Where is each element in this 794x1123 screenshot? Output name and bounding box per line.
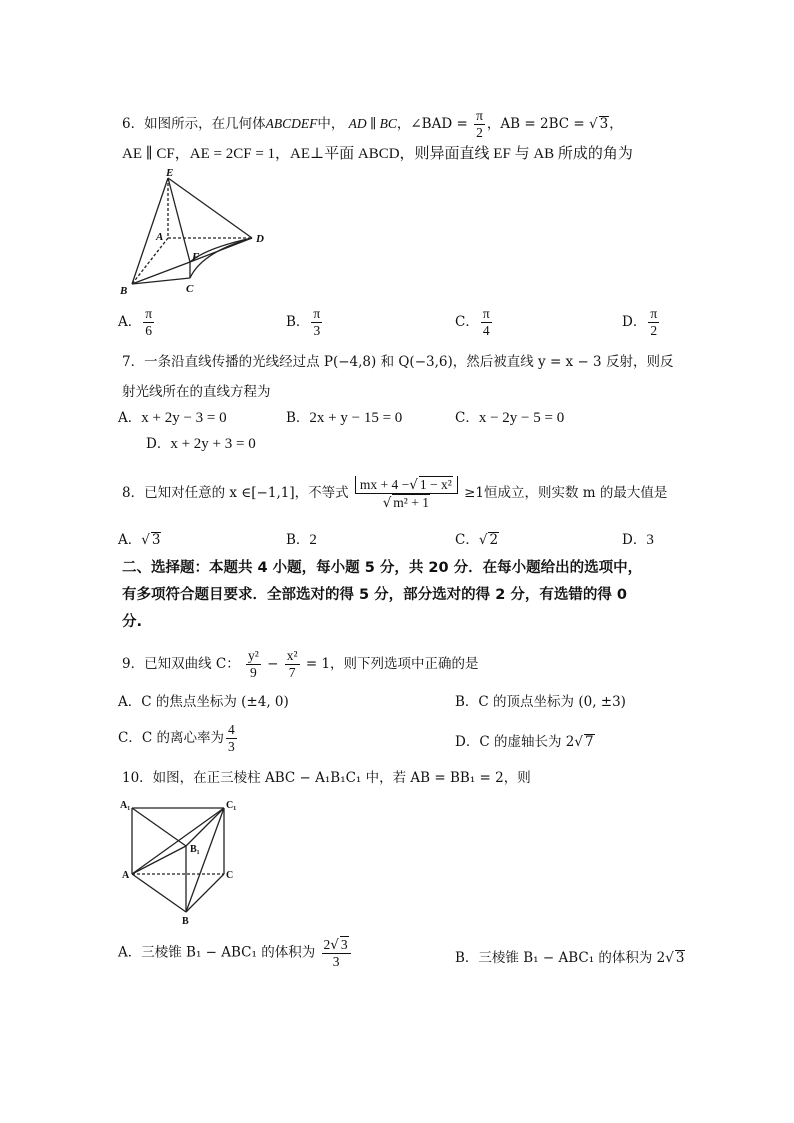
section2-heading-line1: 二、选择题：本题共 4 小题，每小题 5 分，共 20 分．在每小题给出的选项中， <box>122 560 643 576</box>
q6-figure <box>118 166 278 296</box>
q7-option-c[interactable]: C．x − 2y − 5 = 0 <box>455 410 565 426</box>
q10-label-A1: A₁ <box>120 800 131 811</box>
q7-option-b[interactable]: B．2x + y − 15 = 0 <box>286 410 403 426</box>
q6-label-E: E <box>166 167 174 179</box>
q6-option-c[interactable]: C． $\frac{\pi}{4}$ <box>455 306 490 338</box>
q10-figure <box>118 796 246 926</box>
q8-option-d[interactable]: D．3 <box>622 532 654 548</box>
q9-option-c[interactable]: C．C 的离心率为 $\frac{4}{3}$ <box>118 722 235 754</box>
q8-inequality-fraction: $\frac{\text{mx + 4 −√ 1 − x²}}{\text{√ m² + 1}}$ <box>355 476 458 511</box>
q10-stem: 10．如图，在正三棱柱 ABC − A₁B₁C₁ 中，若 AB = BB₁ = 2，则 <box>122 770 531 786</box>
q9-option-b[interactable]: B．C 的顶点坐标为 (0, ±3) <box>455 694 626 710</box>
q10-label-C1: C₁ <box>226 800 237 811</box>
q6-label-B: B <box>120 285 128 296</box>
q9-option-d[interactable]: D．C 的虚轴长为 2√ 7 <box>455 734 594 750</box>
q9-option-a[interactable]: A．C 的焦点坐标为 (±4, 0) <box>118 694 289 710</box>
q6-option-a[interactable]: A． $\frac{\pi}{6}$ <box>118 306 153 338</box>
q7-option-d[interactable]: D．x + 2y + 3 = 0 <box>146 436 256 452</box>
q6-stem-line2: AE ∥ CF，AE = 2CF = 1，AE⊥平面 ABCD，则异面直线 EF 与 AB 所成的角为 <box>122 146 633 162</box>
q10-label-A: A <box>122 870 130 881</box>
q10-label-C: C <box>226 870 234 881</box>
q6-stem-line1: 6．如图所示，在几何体ABCDEF中， AD ∥ BC，∠BAD = $\frac{\pi}{2}$ ，AB = 2BC = √ 3， <box>122 108 623 140</box>
q6-angle-fraction: $\frac{\pi}{2}$ <box>476 108 483 140</box>
q10-label-B1: B₁ <box>190 844 200 855</box>
q6-option-b[interactable]: B． $\frac{\pi}{3}$ <box>286 306 321 338</box>
q6-label-C: C <box>186 283 194 295</box>
section2-heading-line2: 有多项符合题目要求．全部选对的得 5 分，部分选对的得 2 分，有选错的得 0 <box>122 587 628 603</box>
q6-option-d[interactable]: D． $\frac{\pi}{2}$ <box>622 306 658 338</box>
q8-option-a[interactable]: A．√ 3 <box>118 532 161 548</box>
q8-option-b[interactable]: B．2 <box>286 532 317 548</box>
q7-stem-line2: 射光线所在的直线方程为 <box>122 384 271 400</box>
q10-option-a[interactable]: A．三棱锥 B₁ − ABC₁ 的体积为 $\frac{2√ 3}{3}$ <box>118 936 353 970</box>
q10-label-B: B <box>182 916 189 926</box>
q8-option-c[interactable]: C．√ 2 <box>455 532 499 548</box>
q8-stem: 8．已知对任意的 x ∈[−1,1]，不等式 $\frac{\text{mx + 4 −√ 1 − x²}}{\text{√ m² + 1}}$ ≥1恒成立，则实数 m 的最大值是 <box>122 477 668 511</box>
q10-option-b[interactable]: B．三棱锥 B₁ − ABC₁ 的体积为 2√ 3 <box>455 950 685 966</box>
q9-stem: 9．已知双曲线 C： $\frac{\text{y²}}{9}$ − $\frac{\text{x²}}{7}$ = 1，则下列选项中正确的是 <box>122 648 479 680</box>
q6-label-D: D <box>256 233 264 245</box>
q7-stem-line1: 7．一条沿直线传播的光线经过点 P(−4,8) 和 Q(−3,6)，然后被直线 y = x − 3 反射，则反 <box>122 354 674 370</box>
q6-label-A: A <box>156 231 164 243</box>
section2-heading-line3: 分. <box>122 614 143 630</box>
q6-label-F: F <box>192 251 200 263</box>
q7-option-a[interactable]: A．x + 2y − 3 = 0 <box>118 410 227 426</box>
